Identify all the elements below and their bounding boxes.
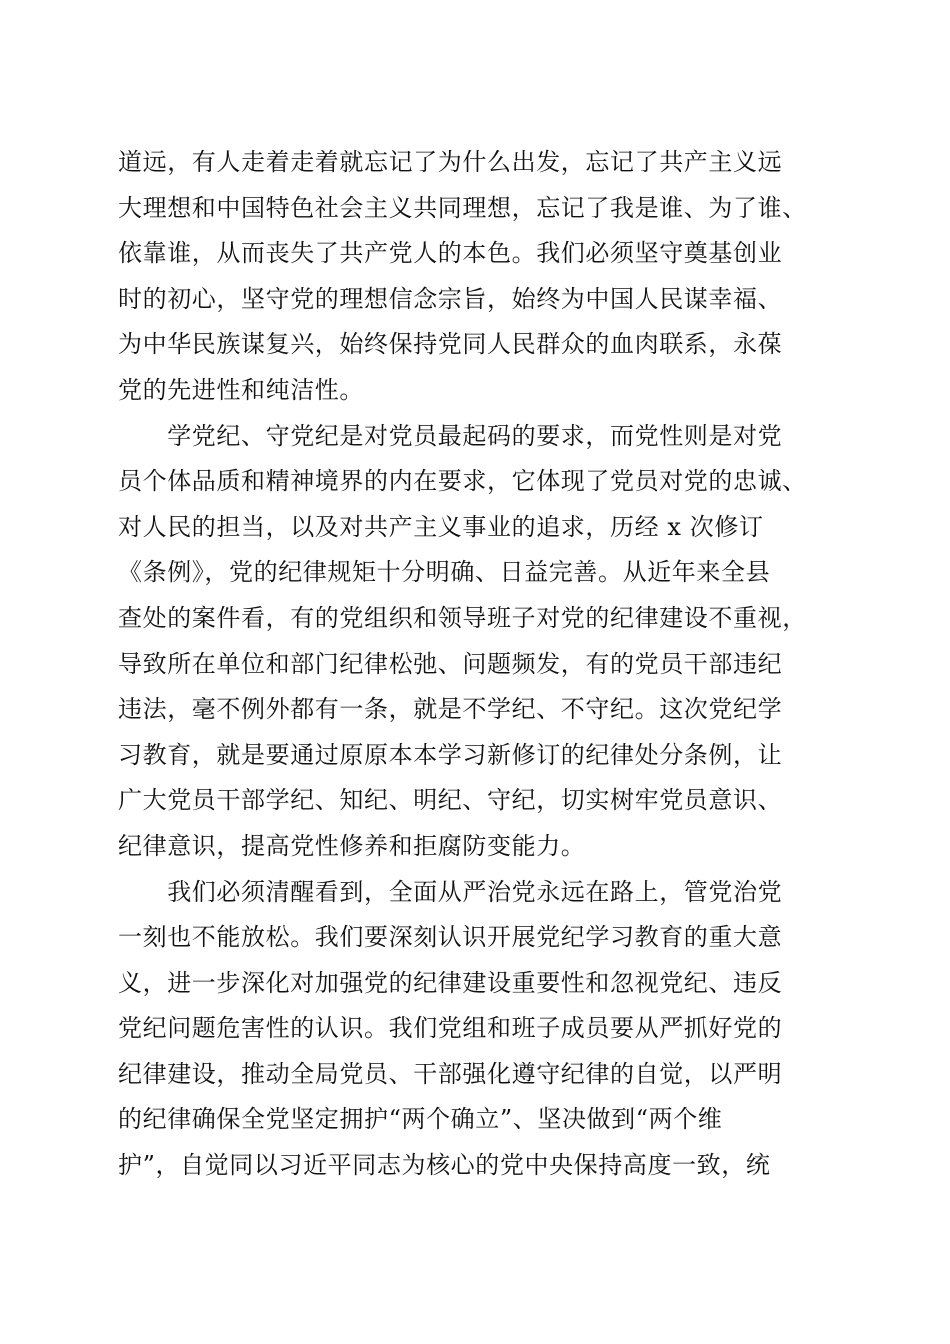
text-line: 时的初心，坚守党的理想信念宗旨，始终为中国人民谋幸福、 (118, 284, 783, 313)
text-line: 我们必须清醒看到，全面从严治党永远在路上，管党治党 (118, 877, 783, 906)
text-line: 员个体品质和精神境界的内在要求，它体现了党员对党的忠诚、 (118, 467, 807, 496)
text-line: 为中华民族谋复兴，始终保持党同人民群众的血肉联系，永葆 (118, 330, 783, 359)
text-line: 党纪问题危害性的认识。我们党组和班子成员要从严抓好党的 (118, 1014, 783, 1043)
text-line: 导致所在单位和部门纪律松弛、问题频发，有的党员干部违纪 (118, 649, 783, 678)
text-line: 广大党员干部学纪、知纪、明纪、守纪，切实树牢党员意识、 (118, 786, 783, 815)
text-line: 习教育，就是要通过原原本本学习新修订的纪律处分条例，让 (118, 740, 783, 769)
body-text (118, 140, 838, 1189)
text-line: 《条例》，党的纪律规矩十分明确、日益完善。从近年来全县 (118, 558, 771, 587)
text-line: 的纪律确保全党坚定拥护“两个确立”、坚决做到“两个维 (118, 1105, 723, 1134)
text-line: 违法，毫不例外都有一条，就是不学纪、不守纪。这次党纪学 (118, 695, 783, 724)
text-line: 查处的案件看，有的党组织和领导班子对党的纪律建设不重视， (118, 603, 807, 632)
text-line: 依靠谁，从而丧失了共产党人的本色。我们必须坚守奠基创业 (118, 239, 783, 268)
text-line: 对人民的担当，以及对共产主义事业的追求，历经 x 次修订 (118, 512, 764, 541)
text-line: 纪律意识，提高党性修养和拒腐防变能力。 (118, 831, 586, 860)
text-line: 纪律建设，推动全局党员、干部强化遵守纪律的自觉，以严明 (118, 1059, 783, 1088)
text-line: 学党纪、守党纪是对党员最起码的要求，而党性则是对党 (118, 421, 783, 450)
text-line: 大理想和中国特色社会主义共同理想，忘记了我是谁、为了谁、 (118, 193, 807, 222)
text-line: 党的先进性和纯洁性。 (118, 375, 364, 404)
text-line: 一刻也不能放松。我们要深刻认识开展党纪学习教育的重大意 (118, 923, 783, 952)
text-line: 道远，有人走着走着就忘记了为什么出发，忘记了共产主义远 (118, 148, 783, 176)
text-line: 护”，自觉同以习近平同志为核心的党中央保持高度一致，统 (118, 1151, 771, 1180)
text-line: 义，进一步深化对加强党的纪律建设重要性和忽视党纪、违反 (118, 968, 783, 997)
